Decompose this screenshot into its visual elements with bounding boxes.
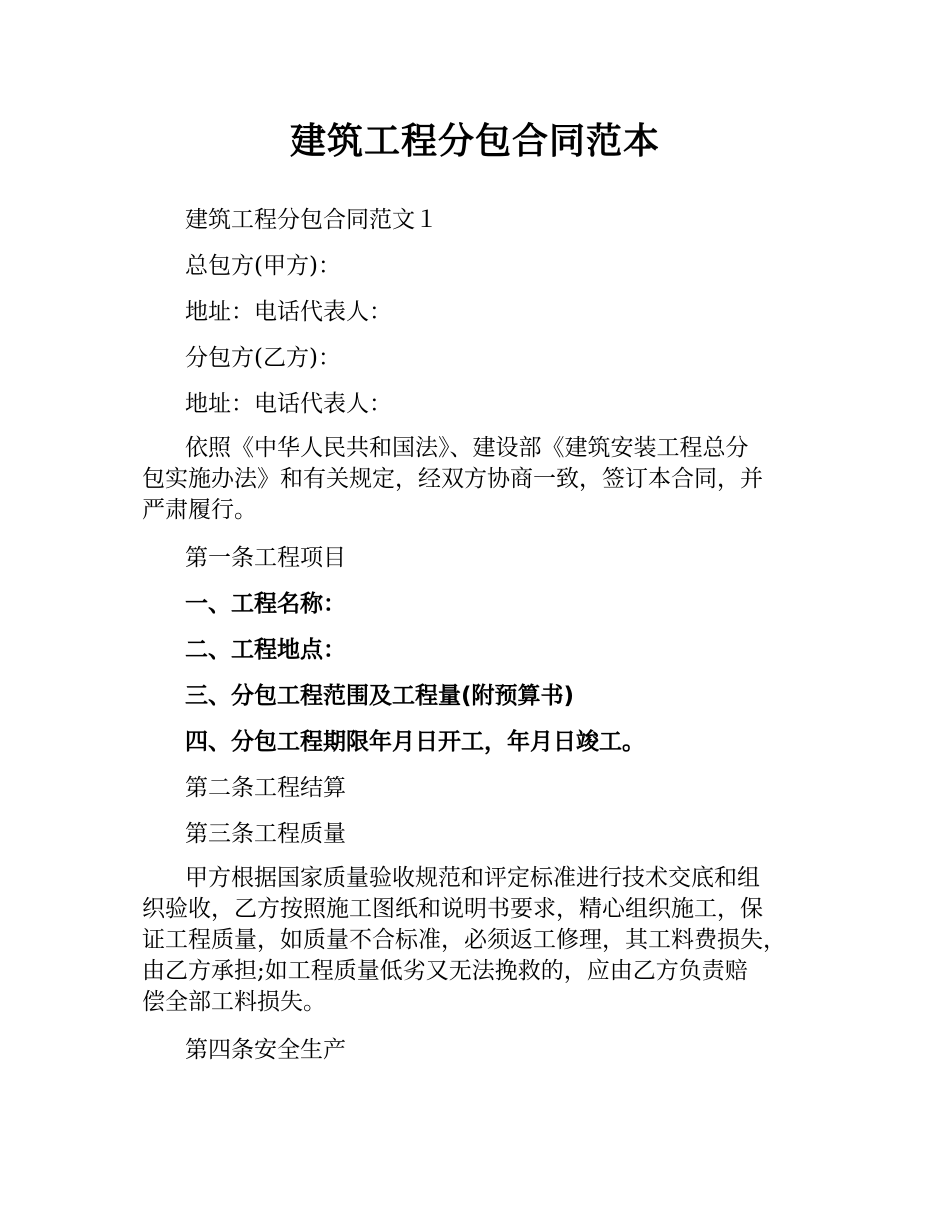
document-title: 建筑工程分包合同范本: [289, 121, 660, 162]
article-3-line: 偿全部工料损失。: [142, 989, 326, 1015]
intro-line: 严肃履行。: [142, 497, 257, 523]
article-1-item: 一、工程名称：: [185, 591, 346, 617]
party-b-line: 分包方(乙方)：: [185, 345, 341, 371]
article-1-item: 四、分包工程期限年月日开工，年月日竣工。: [185, 729, 645, 755]
article-3-line: 织验收，乙方按照施工图纸和说明书要求，精心组织施工，保: [142, 896, 763, 922]
party-b-address-line: 地址：电话代表人：: [185, 391, 392, 417]
article-4-heading: 第四条安全生产: [185, 1037, 346, 1063]
party-a-address-line: 地址：电话代表人：: [185, 299, 392, 325]
article-1-item: 三、分包工程范围及工程量(附预算书): [185, 683, 575, 709]
article-3-line: 甲方根据国家质量验收规范和评定标准进行技术交底和组: [185, 865, 760, 891]
intro-line: 依照《中华人民共和国法》、建设部《建筑安装工程总分: [185, 435, 749, 461]
article-3-heading: 第三条工程质量: [185, 821, 346, 847]
article-1-heading: 第一条工程项目: [185, 545, 346, 571]
document-subtitle: 建筑工程分包合同范文１: [185, 207, 438, 233]
party-a-line: 总包方(甲方)：: [185, 253, 341, 279]
article-3-line: 证工程质量，如质量不合标准，必须返工修理，其工料费损失，: [142, 927, 786, 953]
article-1-item: 二、工程地点：: [185, 637, 346, 663]
article-3-paragraph: [142, 863, 822, 1018]
article-3-line: 由乙方承担;如工程质量低劣又无法挽救的，应由乙方负责赔: [142, 958, 748, 984]
intro-paragraph: [142, 433, 822, 526]
article-2-heading: 第二条工程结算: [185, 775, 346, 801]
intro-line: 包实施办法》和有关规定，经双方协商一致，签订本合同，并: [142, 466, 763, 492]
